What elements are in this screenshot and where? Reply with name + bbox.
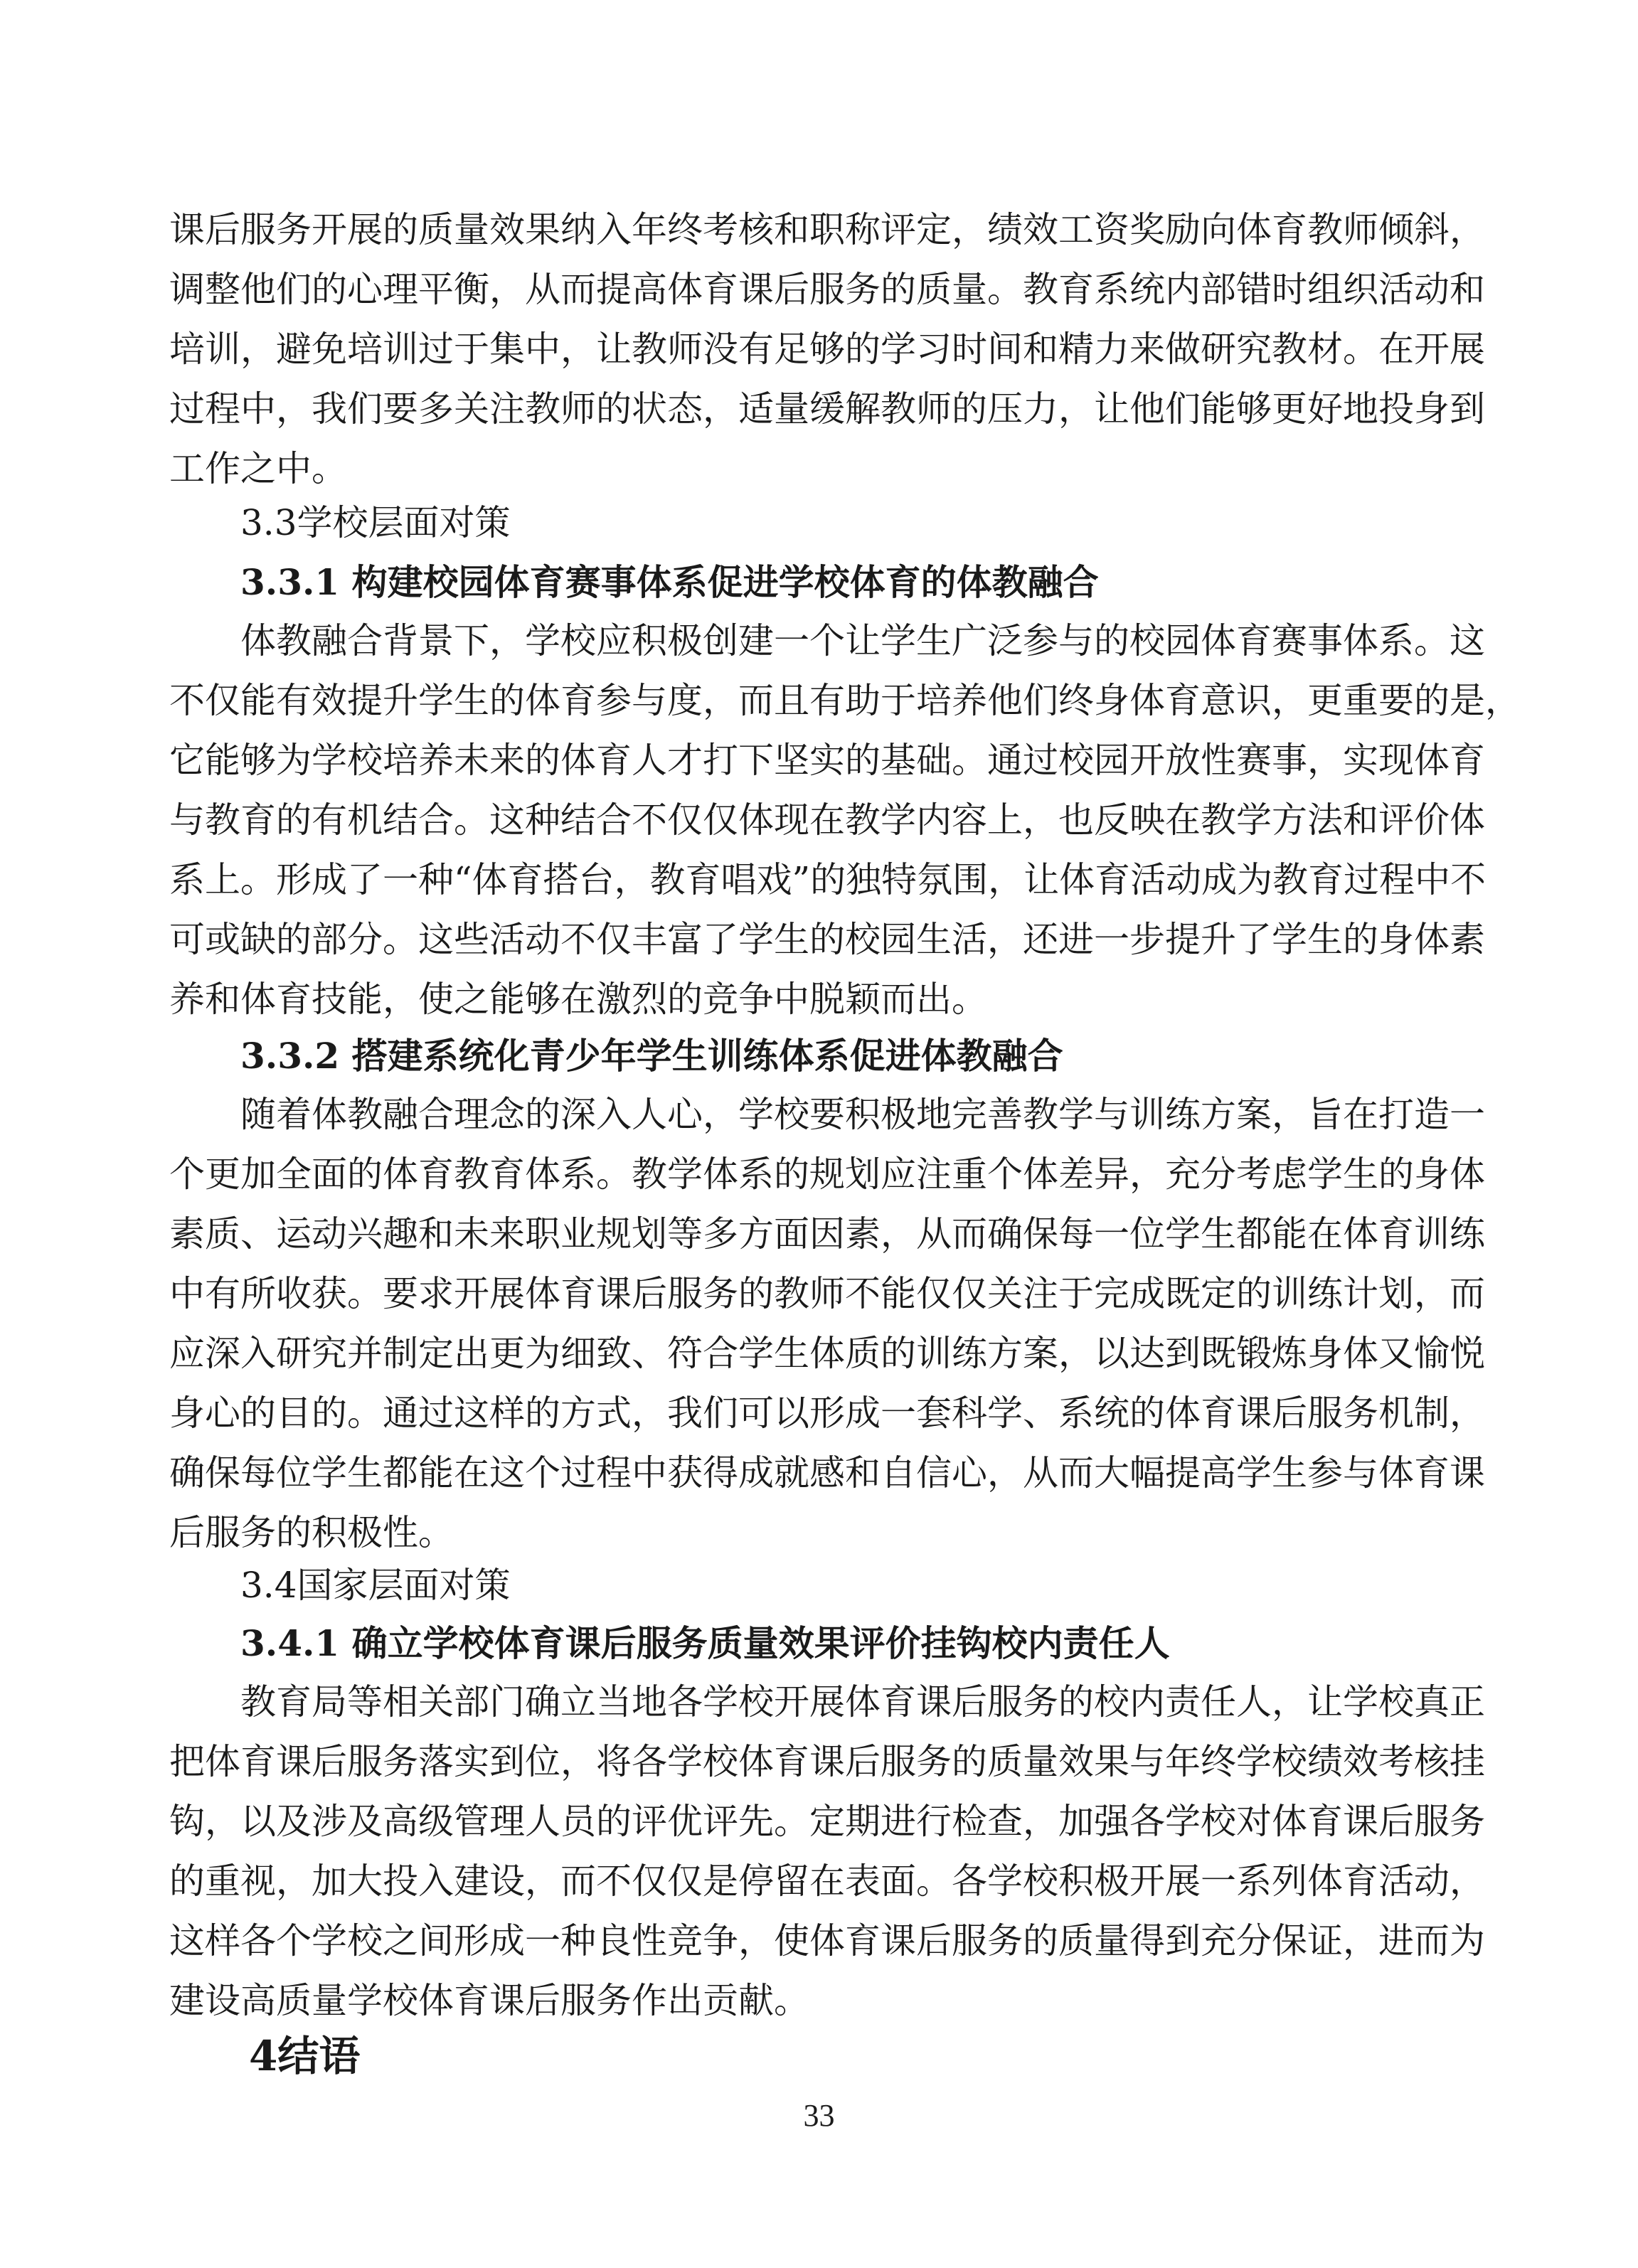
paragraph-line: 养和体育技能，使之能够在激烈的竞争中脱颖而出。 xyxy=(169,979,987,1020)
paragraph-line: 与教育的有机结合。这种结合不仅仅体现在教学内容上，也反映在教学方法和评价体 xyxy=(169,799,1485,841)
section-heading-3-4: 3.4国家层面对策 xyxy=(240,1565,511,1606)
paragraph-line: 系上。形成了一种“体育搭台，教育唱戏”的独特氛围，让体育活动成为教育过程中不 xyxy=(169,859,1487,900)
paragraph-line: 可或缺的部分。这些活动不仅丰富了学生的校园生活，还进一步提升了学生的身体素 xyxy=(169,919,1485,960)
paragraph-line: 建设高质量学校体育课后服务作出贡献。 xyxy=(169,1980,809,2021)
subsection-heading-3-3-2: 3.3.2 搭建系统化青少年学生训练体系促进体教融合 xyxy=(240,1035,1063,1077)
paragraph-line: 钩，以及涉及高级管理人员的评优评先。定期进行检查，加强各学校对体育课后服务 xyxy=(169,1801,1485,1842)
paragraph-line: 教育局等相关部门确立当地各学校开展体育课后服务的校内责任人，让学校真正 xyxy=(240,1681,1485,1723)
paragraph-line: 体教融合背景下，学校应积极创建一个让学生广泛参与的校园体育赛事体系。这 xyxy=(240,620,1485,661)
paragraph-line: 培训，避免培训过于集中，让教师没有足够的学习时间和精力来做研究教材。在开展 xyxy=(169,329,1485,370)
subsection-heading-3-4-1: 3.4.1 确立学校体育课后服务质量效果评价挂钩校内责任人 xyxy=(240,1622,1170,1664)
paragraph-line: 工作之中。 xyxy=(169,448,347,489)
paragraph-line: 调整他们的心理平衡，从而提高体育课后服务的质量。教育系统内部错时组织活动和 xyxy=(169,269,1485,310)
paragraph-line: 素质、运动兴趣和未来职业规划等多方面因素，从而确保每一位学生都能在体育训练 xyxy=(169,1213,1485,1255)
paragraph-line: 身心的目的。通过这样的方式，我们可以形成一套科学、系统的体育课后服务机制， xyxy=(169,1393,1485,1434)
paragraph-line: 课后服务开展的质量效果纳入年终考核和职称评定，绩效工资奖励向体育教师倾斜， xyxy=(169,209,1485,250)
page-number: 33 xyxy=(803,2098,835,2133)
paragraph-line: 过程中，我们要多关注教师的状态，适量缓解教师的压力，让他们能够更好地投身到 xyxy=(169,388,1485,430)
paragraph-line: 把体育课后服务落实到位，将各学校体育课后服务的质量效果与年终学校绩效考核挂 xyxy=(169,1741,1485,1782)
paragraph-line: 中有所收获。要求开展体育课后服务的教师不能仅仅关注于完成既定的训练计划，而 xyxy=(169,1273,1485,1314)
paragraph-line: 这样各个学校之间形成一种良性竞争，使体育课后服务的质量得到充分保证，进而为 xyxy=(169,1920,1485,1961)
subsection-heading-3-3-1: 3.3.1 构建校园体育赛事体系促进学校体育的体教融合 xyxy=(240,561,1099,603)
paragraph-line: 随着体教融合理念的深入人心，学校要积极地完善教学与训练方案，旨在打造一 xyxy=(240,1094,1485,1135)
paragraph-line: 个更加全面的体育教育体系。教学体系的规划应注重个体差异，充分考虑学生的身体 xyxy=(169,1154,1485,1195)
paragraph-line: 它能够为学校培养未来的体育人才打下坚实的基础。通过校园开放性赛事，实现体育 xyxy=(169,740,1485,781)
paragraph-line: 后服务的积极性。 xyxy=(169,1512,454,1553)
section-heading-4: 4结语 xyxy=(249,2032,361,2080)
paragraph-line: 的重视，加大投入建设，而不仅仅是停留在表面。各学校积极开展一系列体育活动， xyxy=(169,1860,1485,1902)
paragraph-line: 确保每位学生都能在这个过程中获得成就感和自信心，从而大幅提高学生参与体育课 xyxy=(169,1452,1485,1494)
paragraph-line: 不仅能有效提升学生的体育参与度，而且有助于培养他们终身体育意识，更重要的是， xyxy=(169,680,1521,721)
section-heading-3-3: 3.3学校层面对策 xyxy=(240,502,511,543)
paragraph-line: 应深入研究并制定出更为细致、符合学生体质的训练方案，以达到既锻炼身体又愉悦 xyxy=(169,1333,1485,1374)
